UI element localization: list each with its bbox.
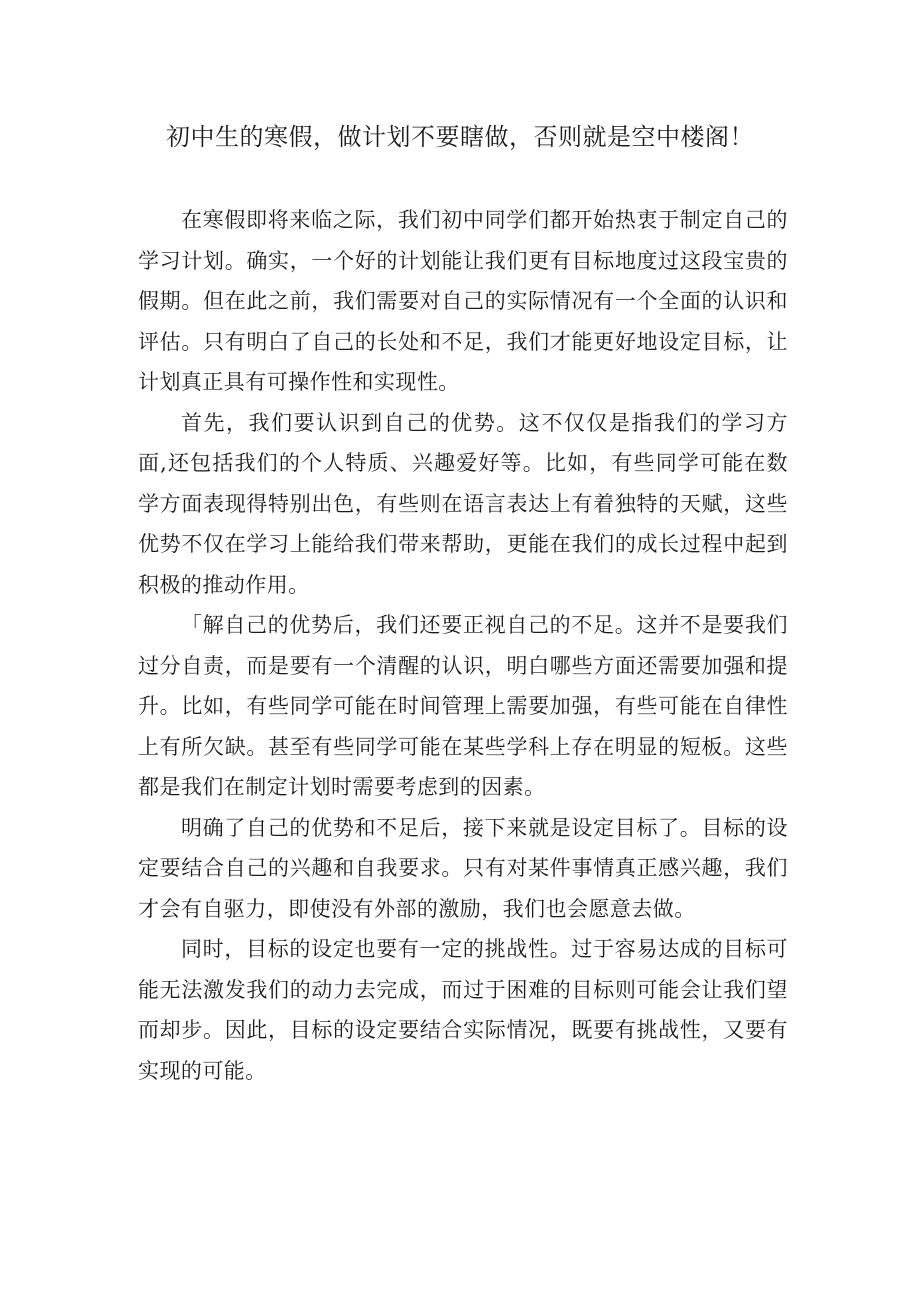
paragraph-5: 同时，目标的设定也要有一定的挑战性。过于容易达成的目标可能无法激发我们的动力去完成，而过于困难的目标则可能会让我们望而却步。因此，目标的设定要结合实际情况，既要有挑战性，又要有实现的可能。 <box>138 937 788 1083</box>
document-title: 初中生的寒假，做计划不要瞎做，否则就是空中楼阁！ <box>166 123 754 151</box>
paragraph-4: 明确了自己的优势和不足后，接下来就是设定目标了。目标的设定要结合自己的兴趣和自我要求。只有对某件事情真正感兴趣，我们才会有自驱力，即使没有外部的激励，我们也会愿意去做。 <box>138 815 788 921</box>
document-body <box>138 200 788 1091</box>
paragraph-2: 首先，我们要认识到自己的优势。这不仅仅是指我们的学习方面,还包括我们的个人特质、兴趣爱好等。比如，有些同学可能在数学方面表现得特别出色，有些则在语言表达上有着独特的天赋，这些优势不仅在学习上能给我们带来帮助，更能在我们的成长过程中起到积极的推动作用。 <box>138 410 788 597</box>
paragraph-1: 在寒假即将来临之际，我们初中同学们都开始热衷于制定自己的学习计划。确实，一个好的计划能让我们更有目标地度过这段宝贵的假期。但在此之前，我们需要对自己的实际情况有一个全面的认识和评估。只有明白了自己的长处和不足，我们才能更好地设定目标，让计划真正具有可操作性和实现性。 <box>138 208 788 394</box>
paragraph-3: 「解自己的优势后，我们还要正视自己的不足。这并不是要我们过分自责，而是要有一个清醒的认识，明白哪些方面还需要加强和提升。比如，有些同学可能在时间管理上需要加强，有些可能在自律性上有所欠缺。甚至有些同学可能在某些学科上存在明显的短板。这些都是我们在制定计划时需要考虑到的因素。 <box>138 613 788 799</box>
